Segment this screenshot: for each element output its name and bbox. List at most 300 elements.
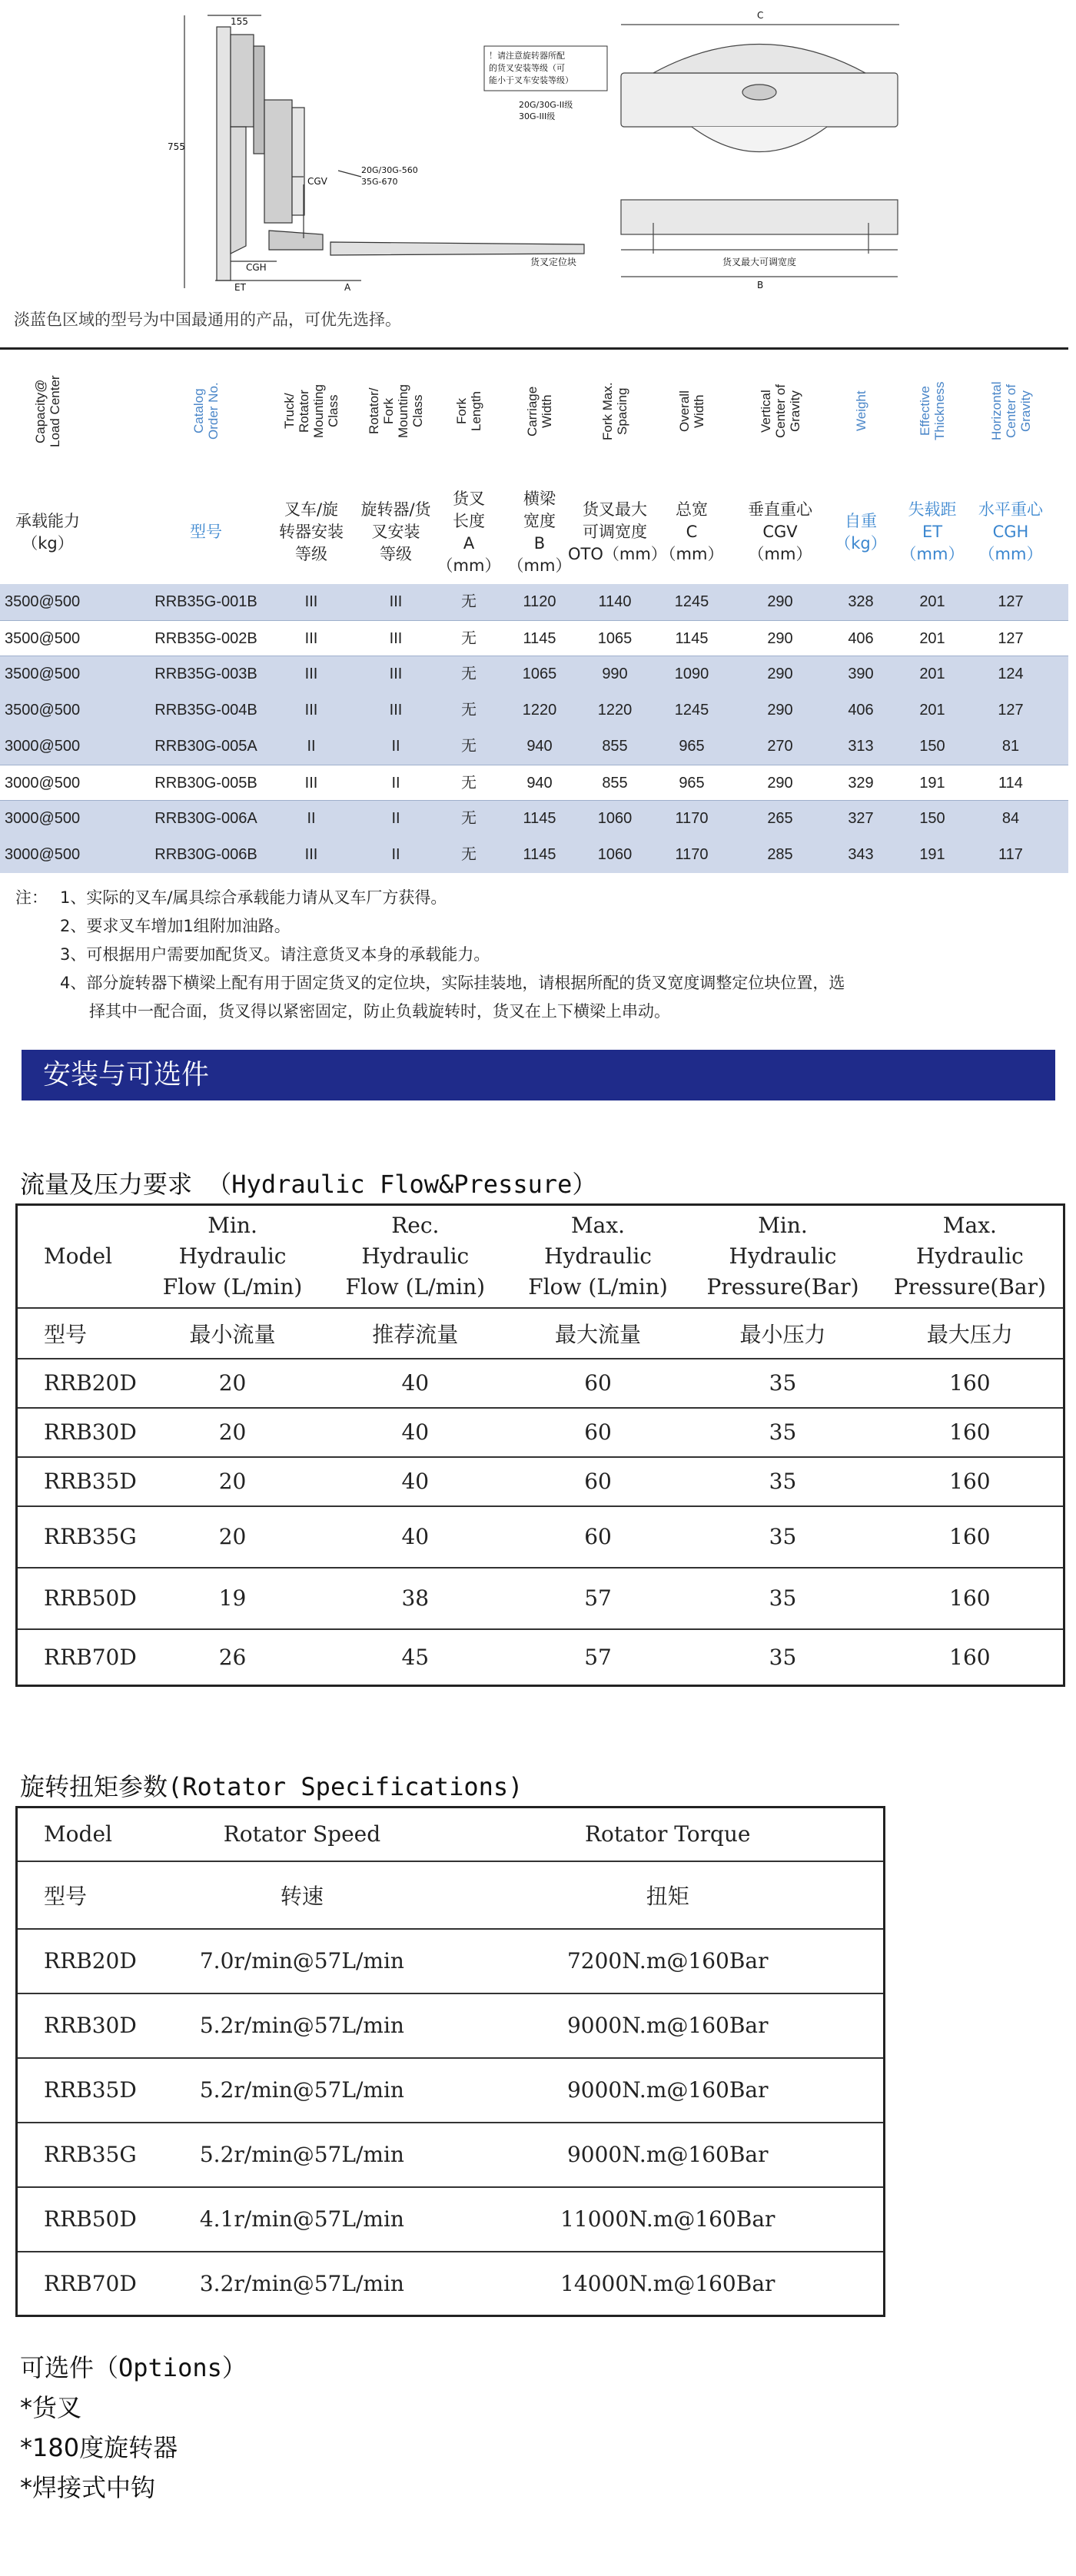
spec-table-cell: II xyxy=(307,810,316,827)
spec-table-cell: 290 xyxy=(767,630,793,647)
spec-table-cell: 990 xyxy=(602,666,628,682)
spec-table-cell: 无 xyxy=(461,846,477,863)
data-row-cell: 20 xyxy=(141,1359,323,1408)
data-row-cell: 11000N.m@160Bar xyxy=(452,2187,884,2252)
dim-height: 755 xyxy=(168,141,185,152)
header-row-en-cell: Rec. Hydraulic Flow (L/min) xyxy=(345,1212,486,1300)
header-row-zh-cell: 扭矩 xyxy=(452,1861,884,1929)
label-fork-max-width: 货叉最大可调宽度 xyxy=(722,257,797,267)
data-row-cell: RRB20D xyxy=(17,1359,142,1408)
data-row-cell: RRB50D xyxy=(17,2187,152,2252)
flow-title-en: （Hydraulic Flow&Pressure） xyxy=(207,1170,597,1199)
spec-header-en-text: Vertical Center of Gravity xyxy=(758,384,802,438)
spec-header-en-text: Fork Length xyxy=(454,391,483,431)
spec-table-cell: 1060 xyxy=(597,810,633,827)
spec-table-cell: 313 xyxy=(848,738,874,755)
spec-table-cell: 855 xyxy=(602,738,628,755)
spec-table-cell: 无 xyxy=(461,593,477,610)
data-row xyxy=(17,2058,885,2123)
spec-header-zh xyxy=(264,484,358,580)
spec-table-cell: 无 xyxy=(461,630,477,647)
spec-table-cell: 150 xyxy=(919,738,945,755)
spec-header-en xyxy=(354,357,438,465)
spec-header-zh xyxy=(500,484,579,580)
spec-table-cell: 3000@500 xyxy=(5,738,81,755)
spec-table-cell: III xyxy=(389,666,403,682)
spec-table-cell: 3000@500 xyxy=(5,775,81,792)
spec-table-cell: 1170 xyxy=(675,846,709,863)
spec-table-cell: 855 xyxy=(602,775,628,792)
spec-header-zh-line: 水平重心 xyxy=(978,500,1043,519)
data-row-cell: 5.2r/min@57L/min xyxy=(151,2058,452,2123)
data-row-cell: 3.2r/min@57L/min xyxy=(151,2252,452,2316)
spec-table-cell: 3000@500 xyxy=(5,810,81,827)
header-row-en-cell: Max. Hydraulic Pressure(Bar) xyxy=(893,1212,1046,1300)
data-row-cell: 60 xyxy=(507,1359,689,1408)
spec-table-cell: II xyxy=(391,846,400,863)
data-row-cell: 5.2r/min@57L/min xyxy=(151,1993,452,2058)
spec-table-cell: 406 xyxy=(848,630,874,647)
data-row-cell: 4.1r/min@57L/min xyxy=(151,2187,452,2252)
spec-table-cell: 265 xyxy=(767,810,793,827)
option-item-welded-hook: *焊接式中钩 xyxy=(20,2473,156,2502)
callout-note-2: 的货叉安装等级（可 xyxy=(489,63,565,73)
spec-table-cell: 1060 xyxy=(597,846,633,863)
spec-table-cell: 201 xyxy=(919,666,945,682)
data-row-cell: 160 xyxy=(877,1359,1064,1408)
spec-table-cell: 3500@500 xyxy=(5,702,81,719)
spec-table-cell: RRB30G-005B xyxy=(154,775,257,792)
spec-table-cell: 965 xyxy=(679,775,705,792)
data-row-cell: RRB70D xyxy=(17,1629,142,1686)
rotator-spec-table xyxy=(15,1806,885,2317)
dim-cgv: CGV xyxy=(307,176,327,187)
spec-table-cell: 201 xyxy=(919,593,945,610)
dim-c: C xyxy=(757,10,764,21)
spec-header-en-text: Overall Width xyxy=(677,390,706,432)
data-row-cell: 60 xyxy=(507,1457,689,1506)
spec-table-cell: 940 xyxy=(526,738,553,755)
spec-table-cell: II xyxy=(391,810,400,827)
note-4: 4、部分旋转器下横梁上配有用于固定货叉的定位块，实际挂装地，请根据所配的货叉宽度调整定位块位置，选 xyxy=(60,974,845,992)
header-row-zh-cell: 最大压力 xyxy=(877,1308,1064,1359)
spec-table-cell: II xyxy=(307,738,316,755)
spec-header-zh-line: 承载能力 xyxy=(15,511,80,530)
spec-table-cell: 290 xyxy=(767,775,793,792)
callout-note-1: ！请注意旋转器所配 xyxy=(489,51,565,61)
spec-header-zh-line: 货叉最大 xyxy=(583,500,647,519)
spec-header-en-text: Weight xyxy=(853,390,868,432)
data-row-cell: 40 xyxy=(324,1506,507,1568)
spec-header-zh-line: 等级 xyxy=(295,545,327,563)
header-row-en-cell: Rotator Speed xyxy=(223,1821,381,1847)
options-title: 可选件（Options） xyxy=(20,2353,247,2382)
spec-table-cell: 270 xyxy=(767,738,793,755)
spec-table-cell: 3500@500 xyxy=(5,593,81,610)
data-row xyxy=(17,1457,1064,1506)
dim-fork-class-1: 20G/30G-560 xyxy=(361,165,418,175)
spec-table-cell: 328 xyxy=(848,593,874,610)
spec-header-zh-line: C xyxy=(686,523,698,541)
spec-table-cell: RRB30G-006A xyxy=(154,810,257,827)
flow-section-title xyxy=(20,1165,596,1200)
callout-note-3: 能小于叉车安装等级） xyxy=(489,75,573,85)
spec-table-cell: 127 xyxy=(998,630,1024,647)
header-row-en-cell: Model xyxy=(44,1243,112,1269)
spec-header-zh xyxy=(729,484,831,580)
spec-header-zh-line: 型号 xyxy=(190,523,222,541)
rotator-side-and-front-view xyxy=(0,0,1076,307)
spec-table-row xyxy=(0,801,1068,837)
spec-table-cell: 3000@500 xyxy=(5,846,81,863)
spec-header-zh-line: 长度 xyxy=(453,511,485,530)
spec-table-cell: 201 xyxy=(919,630,945,647)
data-row-cell: 35 xyxy=(689,1408,877,1457)
spec-header-zh-line: （kg） xyxy=(835,533,887,553)
spec-table-cell: 3500@500 xyxy=(5,630,81,647)
data-row xyxy=(17,1629,1064,1686)
spec-header-en xyxy=(972,357,1049,465)
header-row-en-cell: Min. Hydraulic Pressure(Bar) xyxy=(706,1212,859,1300)
header-row-zh-cell: 最大流量 xyxy=(507,1308,689,1359)
data-row-cell: 9000N.m@160Bar xyxy=(452,2058,884,2123)
spec-header-en xyxy=(573,357,657,465)
spec-table-cell: 1220 xyxy=(597,702,633,719)
header-row-en-cell: Min. Hydraulic Flow (L/min) xyxy=(162,1212,303,1300)
data-row-cell: 40 xyxy=(324,1408,507,1457)
spec-table-cell: III xyxy=(304,630,318,647)
spec-header-zh xyxy=(349,484,443,580)
spec-header-zh-line: ET xyxy=(922,523,943,541)
spec-table-cell: 84 xyxy=(1001,810,1020,827)
spec-table-cell: 290 xyxy=(767,666,793,682)
spec-header-zh-line: （mm） xyxy=(507,556,572,575)
spec-table-cell: 1170 xyxy=(675,810,709,827)
spec-table-cell: 343 xyxy=(848,846,874,863)
spec-header-en xyxy=(830,357,892,465)
spec-header-en-text: Capacity@ Load Center xyxy=(33,375,62,447)
spec-header-en-text: Truck/ Rotator Mounting Class xyxy=(282,384,340,438)
option-item-fork: *货叉 xyxy=(20,2393,82,2422)
data-row-cell: 20 xyxy=(141,1408,323,1457)
spec-table-cell: 1145 xyxy=(523,630,556,647)
spec-header-en xyxy=(2,357,94,465)
spec-header-zh xyxy=(568,484,667,580)
spec-table-cell: 290 xyxy=(767,702,793,719)
spec-table-cell: 114 xyxy=(998,775,1023,792)
option-item-180-rotator: *180度旋转器 xyxy=(20,2433,178,2462)
spec-table-cell: 191 xyxy=(919,846,945,863)
spec-table-cell: III xyxy=(304,846,318,863)
header-row-en-cell: Rotator Torque xyxy=(584,1821,751,1847)
spec-table-row xyxy=(0,620,1068,656)
data-row-cell: 38 xyxy=(324,1568,507,1629)
spec-header-zh-line: 叉安装 xyxy=(371,523,420,541)
note-4-continuation: 择其中一配合面，货叉得以紧密固定，防止负载旋转时，货叉在上下横梁上串动。 xyxy=(89,1002,670,1021)
header-row-en xyxy=(17,1205,1064,1308)
data-row-cell: 57 xyxy=(507,1568,689,1629)
label-fork-stopper: 货叉定位块 xyxy=(530,257,577,267)
spec-table-cell: 285 xyxy=(767,846,793,863)
dim-b: B xyxy=(757,280,764,290)
spec-header-en-text: Carriage Width xyxy=(525,386,554,437)
header-row-zh-cell: 转速 xyxy=(151,1861,452,1929)
notes-label: 注： xyxy=(15,888,48,907)
section-title-installation-options: 安装与可选件 xyxy=(22,1050,1055,1100)
spec-header-zh-line: B xyxy=(533,533,546,553)
options-list xyxy=(20,2348,247,2508)
data-row-cell: 20 xyxy=(141,1506,323,1568)
spec-table-cell: 940 xyxy=(526,775,553,792)
header-row-zh xyxy=(17,1308,1064,1359)
data-row-cell: RRB50D xyxy=(17,1568,142,1629)
header-row-en-cell: Model xyxy=(44,1821,112,1847)
data-row-cell: 60 xyxy=(507,1408,689,1457)
spec-header-en xyxy=(148,357,264,465)
spec-header-en xyxy=(442,357,496,465)
spec-header-zh-line: 转器安装 xyxy=(279,523,344,541)
spec-header-zh xyxy=(437,484,500,580)
header-row-zh-cell: 型号 xyxy=(17,1308,142,1359)
spec-header-zh-line: （mm） xyxy=(437,556,501,575)
spec-header-en-text: Rotator/ Fork Mounting Class xyxy=(367,384,425,438)
preferred-models-note: 淡蓝色区域的型号为中国最通用的产品，可优先选择。 xyxy=(14,310,401,329)
class-label-1: 20G/30G-II级 xyxy=(519,100,573,110)
data-row-cell: 14000N.m@160Bar xyxy=(452,2252,884,2316)
data-row xyxy=(17,1568,1064,1629)
data-row-cell: 19 xyxy=(141,1568,323,1629)
spec-header-en-text: Horizontal Center of Gravity xyxy=(988,381,1033,441)
header-row-zh-cell: 最小流量 xyxy=(141,1308,323,1359)
spec-header-zh-line: 垂直重心 xyxy=(748,500,812,519)
data-row-cell: 35 xyxy=(689,1457,877,1506)
spec-header-zh-line: CGH xyxy=(992,523,1029,541)
spec-header-zh-line: 旋转器/货 xyxy=(360,500,431,519)
spec-header-zh-line: 可调宽度 xyxy=(583,523,647,541)
spec-header-en xyxy=(734,357,826,465)
spec-header-en xyxy=(505,357,574,465)
spec-table-cell: 81 xyxy=(1001,738,1020,755)
spec-table-cell: 3500@500 xyxy=(5,666,81,682)
spec-table-cell: 1090 xyxy=(674,666,709,682)
spec-header-en xyxy=(269,357,354,465)
spec-table-header xyxy=(0,350,1068,584)
data-row-cell: RRB35G xyxy=(17,1506,142,1568)
notes xyxy=(15,884,1045,1026)
spec-table-cell: 329 xyxy=(848,775,874,792)
data-row-cell: RRB70D xyxy=(17,2252,152,2316)
data-row-cell: 9000N.m@160Bar xyxy=(452,2123,884,2187)
spec-table-cell: RRB35G-004B xyxy=(154,702,257,719)
note-2: 2、要求叉车增加1组附加油路。 xyxy=(60,917,291,935)
data-row-cell: 35 xyxy=(689,1359,877,1408)
spec-table-cell: III xyxy=(304,593,318,610)
spec-table-cell: 1145 xyxy=(523,846,556,863)
spec-table-cell: III xyxy=(389,702,403,719)
header-row-zh xyxy=(17,1861,885,1929)
spec-table-cell: 127 xyxy=(998,593,1024,610)
spec-header-zh-line: OTO（mm） xyxy=(568,545,667,563)
data-row-cell: 7.0r/min@57L/min xyxy=(151,1929,452,1993)
header-row-en-cell: Max. Hydraulic Flow (L/min) xyxy=(528,1212,668,1300)
data-row xyxy=(17,1993,885,2058)
data-row xyxy=(17,1929,885,1993)
spec-table-row xyxy=(0,837,1068,873)
spec-table-cell: 117 xyxy=(998,846,1023,863)
dim-et: ET xyxy=(234,282,246,293)
spec-table-cell: 290 xyxy=(767,593,793,610)
spec-table-cell: III xyxy=(304,666,318,682)
spec-header-zh xyxy=(825,484,896,580)
flow-title-zh: 流量及压力要求 xyxy=(20,1170,193,1199)
data-row-cell: 20 xyxy=(141,1457,323,1506)
spec-table-cell: 1145 xyxy=(675,630,709,647)
data-row-cell: 40 xyxy=(324,1457,507,1506)
spec-table-row xyxy=(0,584,1068,620)
data-row-cell: 160 xyxy=(877,1568,1064,1629)
spec-header-zh-line: （kg） xyxy=(22,533,74,553)
spec-header-zh xyxy=(0,484,98,580)
spec-table-cell: III xyxy=(304,775,318,792)
dim-a: A xyxy=(344,282,351,293)
spec-header-zh-line: 自重 xyxy=(845,511,877,530)
data-row-cell: 45 xyxy=(324,1629,507,1686)
spec-table-cell: 390 xyxy=(848,666,874,682)
data-row-cell: RRB30D xyxy=(17,1993,152,2058)
spec-table-cell: III xyxy=(389,630,403,647)
data-row-cell: 26 xyxy=(141,1629,323,1686)
spec-table-cell: 965 xyxy=(679,738,705,755)
spec-table-cell: RRB35G-003B xyxy=(154,666,257,682)
data-row-cell: RRB20D xyxy=(17,1929,152,1993)
header-row-en xyxy=(17,1808,885,1861)
header-row-zh-cell: 最小压力 xyxy=(689,1308,877,1359)
spec-table-cell: III xyxy=(389,593,403,610)
spec-table-cell: 无 xyxy=(461,702,477,719)
spec-header-zh-line: 总宽 xyxy=(676,500,708,519)
spec-header-zh-line: （mm） xyxy=(900,545,965,563)
data-row-cell: 160 xyxy=(877,1457,1064,1506)
spec-table-row xyxy=(0,765,1068,801)
spec-table-cell: RRB35G-002B xyxy=(154,630,257,647)
spec-table-cell: 1245 xyxy=(674,702,709,719)
data-row-cell: 40 xyxy=(324,1359,507,1408)
spec-header-en-text: Catalog Order No. xyxy=(191,382,221,440)
spec-table-cell: 201 xyxy=(919,702,945,719)
spec-table-cell: RRB30G-006B xyxy=(154,846,257,863)
spec-table-cell: 327 xyxy=(848,810,874,827)
spec-header-zh xyxy=(144,484,268,580)
header-row-zh-cell: 型号 xyxy=(17,1861,152,1929)
spec-table-cell: RRB35G-001B xyxy=(154,593,257,610)
spec-table-body xyxy=(0,584,1068,873)
dim-top-width: 155 xyxy=(231,16,248,27)
data-row-cell: 160 xyxy=(877,1629,1064,1686)
spec-table-cell: 无 xyxy=(461,810,477,827)
spec-table-cell: 1145 xyxy=(523,810,556,827)
spec-header-zh-line: 失载距 xyxy=(908,500,957,519)
data-row xyxy=(17,1359,1064,1408)
data-row-cell: 160 xyxy=(877,1506,1064,1568)
spec-header-en-text: Fork Max. Spacing xyxy=(600,382,629,440)
rotator-section-title xyxy=(20,1768,523,1803)
data-row-cell: 9000N.m@160Bar xyxy=(452,1993,884,2058)
spec-header-en xyxy=(898,357,967,465)
spec-header-zh xyxy=(968,484,1054,580)
data-row xyxy=(17,2187,885,2252)
spec-header-zh-line: （mm） xyxy=(978,545,1043,563)
spec-header-zh xyxy=(653,484,731,580)
spec-table-cell: RRB30G-005A xyxy=(154,738,257,755)
spec-table-cell: II xyxy=(391,738,400,755)
dim-fork-class-2: 35G-670 xyxy=(361,177,398,187)
data-row xyxy=(17,2252,885,2316)
data-row-cell: 35 xyxy=(689,1629,877,1686)
rotator-title-zh: 旋转扭矩参数 xyxy=(20,1772,168,1801)
rotator-title-en: (Rotator Specifications) xyxy=(168,1772,523,1801)
spec-header-zh-line: 货叉 xyxy=(453,489,485,508)
data-row-cell: 5.2r/min@57L/min xyxy=(151,2123,452,2187)
spec-header-zh-line: 叉车/旋 xyxy=(284,500,339,519)
data-row xyxy=(17,1506,1064,1568)
spec-table-row xyxy=(0,729,1068,765)
technical-drawings xyxy=(0,0,1076,307)
data-row-cell: 7200N.m@160Bar xyxy=(452,1929,884,1993)
spec-table xyxy=(0,347,1068,873)
spec-table-row xyxy=(0,656,1068,692)
spec-header-zh-line: 宽度 xyxy=(523,511,556,530)
spec-header-zh-line: CGV xyxy=(762,523,798,541)
spec-header-zh-line: （mm） xyxy=(748,545,812,563)
spec-header-zh-line: 等级 xyxy=(380,545,412,563)
header-row-zh-cell: 推荐流量 xyxy=(324,1308,507,1359)
data-row-cell: 160 xyxy=(877,1408,1064,1457)
spec-header-zh-line: （mm） xyxy=(659,545,724,563)
data-row-cell: RRB35D xyxy=(17,1457,142,1506)
class-label-2: 30G-III级 xyxy=(519,111,556,121)
spec-table-cell: 1065 xyxy=(597,630,633,647)
spec-table-cell: III xyxy=(304,702,318,719)
data-row-cell: 60 xyxy=(507,1506,689,1568)
spec-header-zh-line: A xyxy=(463,533,475,553)
spec-table-cell: 1220 xyxy=(522,702,557,719)
data-row-cell: RRB35G xyxy=(17,2123,152,2187)
spec-table-cell: 127 xyxy=(998,702,1024,719)
spec-header-zh xyxy=(893,484,971,580)
flow-pressure-table xyxy=(15,1203,1065,1687)
spec-table-cell: 406 xyxy=(848,702,874,719)
spec-table-cell: 1065 xyxy=(522,666,557,682)
data-row xyxy=(17,2123,885,2187)
spec-header-en-text: Effective Thickness xyxy=(918,381,947,441)
spec-table-cell: II xyxy=(391,775,400,792)
spec-header-en xyxy=(657,357,726,465)
spec-table-row xyxy=(0,692,1068,729)
spec-table-cell: 124 xyxy=(998,666,1024,682)
spec-table-cell: 150 xyxy=(919,810,945,827)
note-1: 1、实际的叉车/属具综合承载能力请从叉车厂方获得。 xyxy=(60,888,447,907)
note-3: 3、可根据用户需要加配货叉。请注意货叉本身的承载能力。 xyxy=(60,945,490,964)
dim-cgh: CGH xyxy=(246,262,267,273)
spec-table-cell: 191 xyxy=(919,775,945,792)
data-row-cell: 35 xyxy=(689,1506,877,1568)
spec-table-cell: 1245 xyxy=(674,593,709,610)
spec-table-cell: 无 xyxy=(461,666,477,682)
spec-table-cell: 1140 xyxy=(598,593,632,610)
data-row-cell: RRB30D xyxy=(17,1408,142,1457)
spec-table-cell: 1120 xyxy=(523,593,556,610)
data-row-cell: 57 xyxy=(507,1629,689,1686)
